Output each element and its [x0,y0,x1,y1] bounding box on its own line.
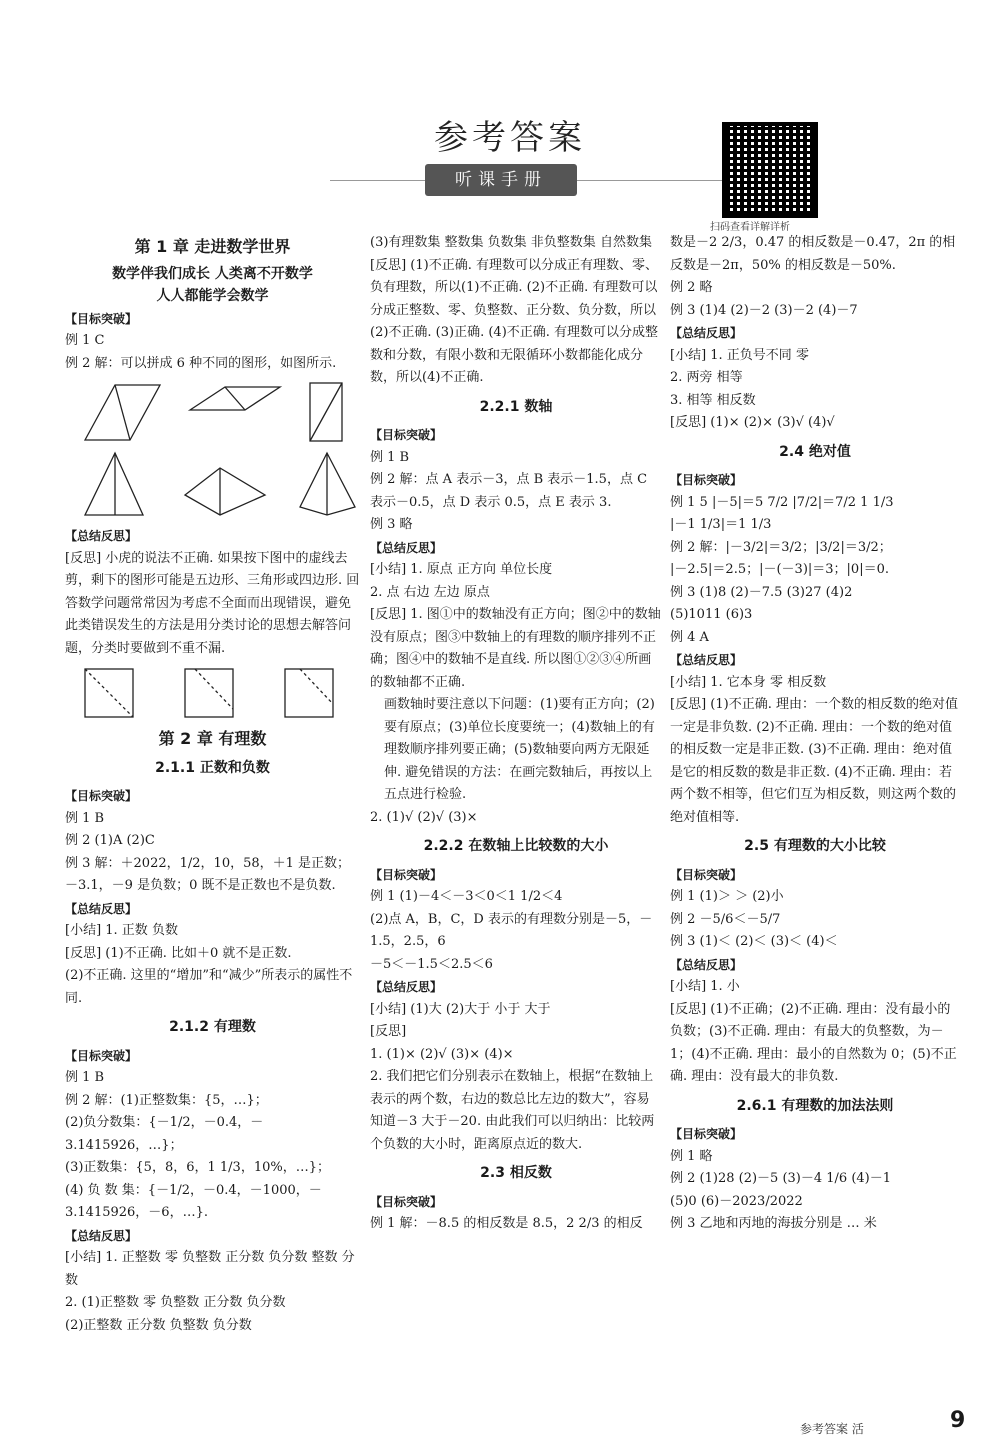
answer-line: [小结] 1. 正数 负数 [65,923,178,938]
answer-line: 例 1 B [65,810,105,826]
tag-label: 【目标突破】 [670,473,743,487]
qr-caption: 扫码查看详解详析 [710,222,790,233]
answer-line: (5)1011 (6)3 [670,607,753,622]
section-heading: 2.4 绝对值 [779,443,851,460]
answer-line: [小结] 1. 原点 正方向 单位长度 [370,562,553,577]
section-subtitle: 人人都能学会数学 [156,288,269,304]
tag-label: 【目标突破】 [65,311,138,326]
answer-line: 例 2 －5/6＜－5/7 [670,911,781,927]
section-heading: 2.5 有理数的大小比较 [744,838,886,854]
answer-line: 2. 点 右边 左边 原点 [370,584,490,600]
answer-line: 例 1 B [65,1070,105,1085]
answer-line: 例 1 5 |－5|＝5 7/2 |7/2|＝7/2 1 1/3 [670,494,894,510]
answer-paragraph: [反思] (1)不正确. 理由：一个数的相反数的绝对值一定是非负数. (2)不正确. 理由：一个数的绝对值的相反数一定是非正数. (3)不正确. 理由：绝对值是它的相反数的数是非正数. (4)不正确. 理由：若两个数不相等，但它们互为相反数，则这两个数的绝对值相等. [670,697,958,825]
answer-line: [反思] (1)不正确. 比如＋0 就不是正数. [65,945,292,961]
answer-line: 例 1 略 [670,1148,713,1164]
answer-line: 例 2 解：点 A 表示－3，点 B 表示－1.5，点 C 表示－0.5，点 D 表示 0.5，点 E 表示 3. [370,472,648,510]
answer-line: 例 2 解：|－3/2|＝3/2；|3/2|＝3/2； [670,539,892,555]
answer-line: 1. (1)× (2)√ (3)× (4)× [370,1046,514,1062]
answer-line: |－1 1/3|＝1 1/3 [670,517,772,532]
section-heading: 2.6.1 有理数的加法法则 [736,1097,894,1114]
answer-line: (2)点 A，B，C，D 表示的有理数分别是－5，－1.5，2.5，6 [370,911,653,949]
answer-line: 2. 两旁 相等 [670,370,743,385]
column-1 [65,232,360,1337]
answer-line: 例 1 解：－8.5 的相反数是 8.5，2 2/3 的相反 [370,1216,643,1231]
answer-line: [小结] 1. 小 [670,979,740,994]
answer-line: 例 1 C [65,333,105,348]
answer-line: 例 3 (1)8 (2)－7.5 (3)27 (4)2 [670,584,853,600]
shapes-figure [65,375,360,525]
tag-label: 【总结反思】 [670,653,743,667]
footer-label: 参考答案 活 [800,1422,864,1436]
answer-paragraph: [反思] 小虎的说法不正确. 如果按下图中的虚线去剪，剩下的图形可能是五边形、三角形或四边形. 回答数学问题常常因为考虑不全面而出现错误，避免此类错误发生的方法是用分类讨论的思想去解答问题，分类时要做到不重不漏. [65,550,360,656]
tag-label: 【目标突破】 [65,789,138,803]
answer-line: (2)负分数集：{－1/2，－0.4，－3.1415926，…}； [65,1115,264,1153]
answer-line: 例 2 (1)A (2)C [65,833,155,848]
column-3 [670,232,960,1236]
page-number: 9 [950,1408,966,1433]
tag-label: 【总结反思】 [670,326,743,340]
qr-code-icon[interactable] [722,122,818,218]
answer-line: 例 3 乙地和丙地的海拔分别是 … 米 [670,1216,877,1231]
header-banner: 听课手册 [425,164,577,196]
answer-line: 例 4 A [670,629,709,645]
tag-label: 【目标突破】 [670,867,743,882]
answer-line: 2. (1)正整数 零 负整数 正分数 负分数 [65,1295,286,1310]
tag-label: 【总结反思】 [65,901,138,916]
tag-label: 【总结反思】 [65,1228,138,1243]
section-heading: 2.1.1 正数和负数 [155,759,270,776]
answer-paragraph: [反思] 1. 图①中的数轴没有正方向；图②中的数轴没有原点；图③中数轴上的有理数的顺序排列不正确；图④中的数轴不是直线. 所以图①②③④所画的数轴都不正确. [370,607,661,690]
answer-line: 例 3 (1)4 (2)－2 (3)－2 (4)－7 [670,302,858,318]
answer-line: 例 2 略 [670,280,713,295]
answer-line: 例 1 (1)－4＜－3＜0＜1 1/2＜4 [370,889,563,904]
tag-label: 【总结反思】 [670,957,743,972]
answer-line: 例 2 解：可以拼成 6 种不同的图形，如图所示. [65,355,337,371]
tag-label: 【总结反思】 [65,529,138,543]
answer-line: [小结] 1. 它本身 零 相反数 [670,674,827,690]
answer-paragraph: [反思] (1)不正确；(2)不正确. 理由：没有最小的负数；(3)不正确. 理由：有最大的负整数，为－1；(4)不正确. 理由：最小的自然数为 0；(5)不正确. 理由：没有最大的非负数. [670,1001,957,1084]
answer-line: (2)不正确. 这里的“增加”和“减少”所表示的属性不同. [65,968,353,1006]
tag-label: 【目标突破】 [65,1048,138,1063]
answer-line: (5)0 (6)－2023/2022 [670,1193,803,1209]
answer-line: 例 1 B [370,449,410,465]
answer-paragraph: 数是－2 2/3，0.47 的相反数是－0.47，2π 的相反数是－2π，50% 的相反数是－50%. [670,235,956,273]
section-heading: 2.1.2 有理数 [169,1019,256,1035]
triangle-shapes-icon [65,375,360,525]
section-subtitle: 数学伴我们成长 人类离不开数学 [112,265,313,282]
section-heading: 2.3 相反数 [480,1165,552,1181]
answer-line: [小结] 1. 正负号不同 零 [670,347,809,363]
answer-line: －5＜－1.5＜2.5＜6 [370,956,493,972]
answer-paragraph: 例 3 解：＋2022，1/2，10，58，＋1 是正数；－3.1，－9 是负数；0 既不是正数也不是负数. [65,855,351,893]
tag-label: 【目标突破】 [670,1127,743,1141]
tag-label: 【总结反思】 [370,980,443,994]
column-2 [370,232,662,1236]
answer-line: [反思] (1)× (2)× (3)√ (4)√ [670,415,835,430]
section-heading: 2.2.2 在数轴上比较数的大小 [423,838,609,854]
answer-paragraph: [反思] (1)不正确. 有理数可以分成正有理数、零、负有理数，所以(1)不正确. (2)不正确. 有理数可以分成正整数、零、负整数、正分数、负分数，所以(2)不正确. (3)正确. (4)不正确. 有理数可以分成整数和分数，有限小数和无限循环小数都能化成分数，所以(4)不正确. [370,257,659,385]
tag-label: 【目标突破】 [370,428,443,442]
page-title: 参考答案 [434,118,586,158]
answer-line: 例 3 略 [370,517,413,532]
tag-label: 【总结反思】 [370,540,443,555]
answer-line: (4) 负 数 集：{－1/2，－0.4，－1000，－3.1415926，－6，…}. [65,1182,322,1220]
answer-line: 例 2 解：(1)正整数集：{5，…}； [65,1092,268,1108]
answer-line: |－2.5|＝2.5；|－(－3)|＝3；|0|＝0. [670,562,889,577]
answer-line: 例 3 (1)＜ (2)＜ (3)＜ (4)＜ [670,934,838,949]
answer-line: 例 2 (1)28 (2)－5 (3)－4 1/6 (4)－1 [670,1171,892,1186]
answer-line: (3)有理数集 整数集 负数集 非负整数集 自然数集 [370,235,652,250]
answer-paragraph: 画数轴时要注意以下问题：(1)要有正方向；(2)要有原点；(3)单位长度要统一；(4)数轴上的有理数顺序排列要正确；(5)数轴要向两方无限延伸. 避免错误的方法：在画完数轴后，再按以上五点进行检验. [384,697,655,802]
answer-line: [反思] [370,1024,407,1039]
tag-label: 【目标突破】 [370,1194,443,1209]
answer-paragraph: 2. 我们把它们分别表示在数轴上，根据“在数轴上表示的两个数，右边的数总比左边的数大”，容易知道－3 大于－20. 由此我们可以归纳出：比较两个负数的大小时，距离原点近的数大. [370,1069,655,1152]
section-heading: 2.2.1 数轴 [479,398,553,415]
answer-line: 3. 相等 相反数 [670,392,756,408]
answer-line: (2)正整数 正分数 负整数 负分数 [65,1317,252,1333]
chapter-heading: 第 2 章 有理数 [158,729,267,748]
squares-figure [65,664,360,724]
answer-line: [小结] (1)大 (2)大于 小于 大于 [370,1001,551,1017]
chapter-heading: 第 1 章 走进数学世界 [134,237,291,256]
tag-label: 【目标突破】 [370,867,443,882]
answer-line: 2. (1)√ (2)√ (3)× [370,809,478,825]
answer-line: 例 1 (1)＞ ＞ (2)小 [670,889,784,904]
answer-line: (3)正数集：{5，8，6，1 1/3，10%，…}； [65,1160,330,1175]
answer-line: [小结] 1. 正整数 零 负整数 正分数 负分数 整数 分数 [65,1250,355,1288]
dashed-squares-icon [65,664,360,724]
